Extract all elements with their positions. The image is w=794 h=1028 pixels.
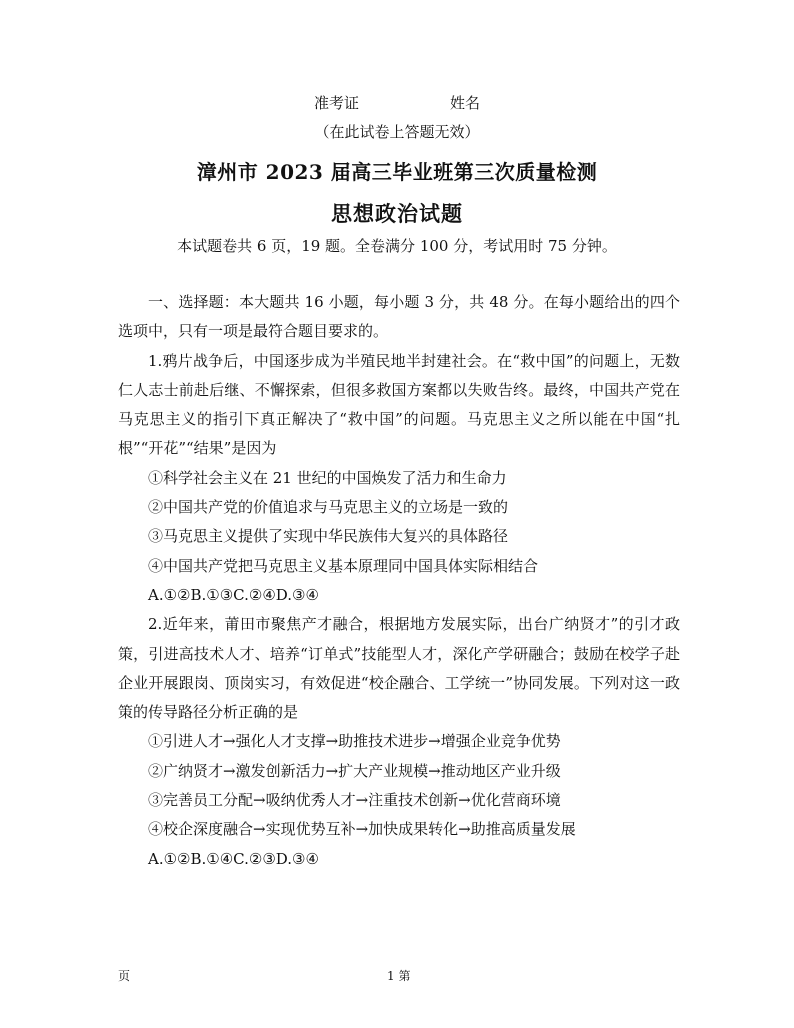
question-option: ④校企深度融合→实现优势互补→加快成果转化→助推高质量发展 xyxy=(148,820,576,839)
exam-body xyxy=(118,288,680,874)
question-option: ③完善员工分配→吸纳优秀人才→注重技术创新→优化营商环境 xyxy=(148,791,561,810)
footer-page-number: 1 第 xyxy=(387,969,411,983)
invalid-answer-note: （在此试卷上答题无效） xyxy=(314,123,480,141)
footer-page-suffix: 页 xyxy=(118,969,131,983)
candidate-info-line xyxy=(0,92,794,114)
question-1 xyxy=(118,347,680,611)
question-stem: 1.鸦片战争后，中国逐步成为半殖民地半封建社会。在“救中国”的问题上，无数仁人志士前赴后继、不懈探索，但很多救国方案都以失败告终。最终，中国共产党在马克思主义的指引下真正解决了“救中国”的问题。马克思主义之所以能在中国“扎根”“开花”“结果”是因为 xyxy=(118,351,680,458)
question-option: ①引进人才→强化人才支撑→助推技术进步→增强企业竞争优势 xyxy=(148,732,561,751)
question-stem: 2.近年来，莆田市聚焦产才融合，根据地方发展实际，出台广纳贤才”的引才政策，引进高技术人才、培养“订单式”技能型人才，深化产学研融合；鼓励在校学子赴企业开展跟岗、顶岗实习，有效促进“校企融合、工学统一”协同发展。下列对这一政策的传导路径分析正确的是 xyxy=(118,615,680,722)
question-2 xyxy=(118,610,680,874)
section-intro: 一、选择题：本大题共 16 小题，每小题 3 分，共 48 分。在每小题给出的四个选项中，只有一项是最符合题目要求的。 xyxy=(118,293,680,341)
answer-choices: A.①②B.①③C.②④D.③④ xyxy=(148,585,319,604)
subject-title: 思想政治试题 xyxy=(331,201,463,226)
name-label: 姓名 xyxy=(450,94,481,112)
question-option: ④中国共产党把马克思主义基本原理同中国具体实际相结合 xyxy=(148,556,539,575)
answer-choices: A.①②B.①④C.②③D.③④ xyxy=(148,849,319,868)
question-option: ②广纳贤才→激发创新活力→扩大产业规模→推动地区产业升级 xyxy=(148,761,561,780)
question-option: ②中国共产党的价值追求与马克思主义的立场是一致的 xyxy=(148,498,509,517)
question-option: ③马克思主义提供了实现中华民族伟大复兴的具体路径 xyxy=(148,527,509,546)
exam-title: 漳州市 2023 届高三毕业班第三次质量检测 xyxy=(196,160,598,184)
question-option: ①科学社会主义在 21 世纪的中国焕发了活力和生命力 xyxy=(148,468,507,487)
exam-meta: 本试题卷共 6 页，19 题。全卷满分 100 分，考试用时 75 分钟。 xyxy=(177,237,617,255)
ticket-number-label: 准考证 xyxy=(314,94,360,112)
